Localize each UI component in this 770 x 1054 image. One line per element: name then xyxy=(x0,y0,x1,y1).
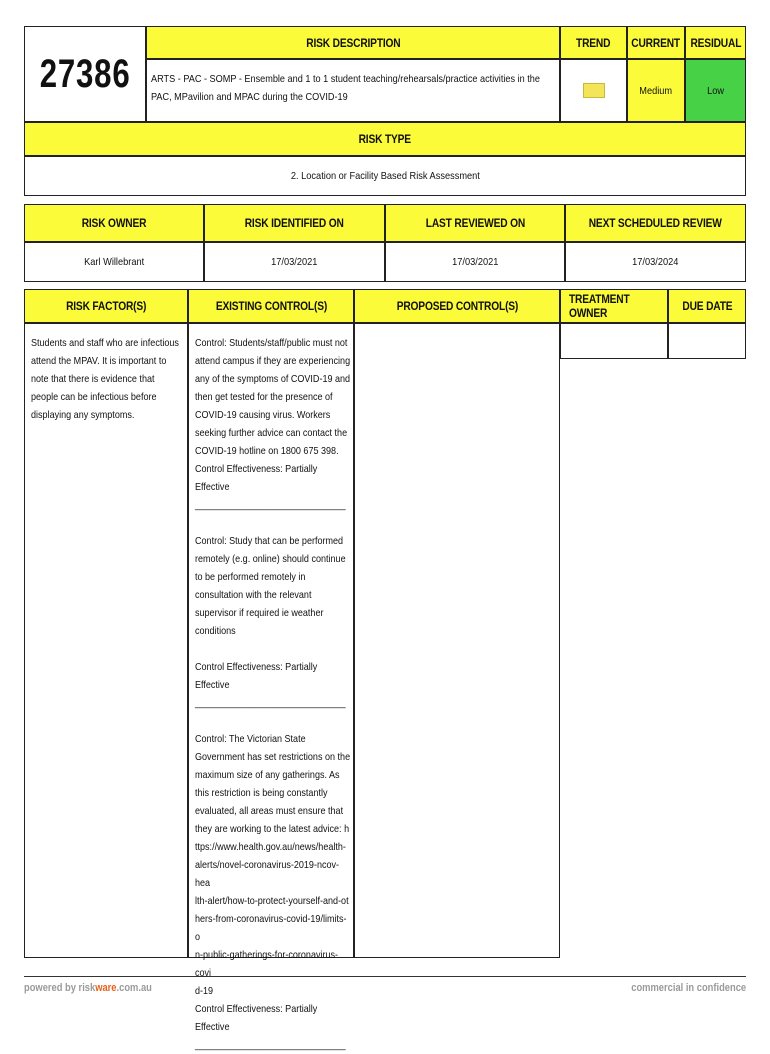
risk-factors-header-label: RISK FACTOR(S) xyxy=(65,299,147,313)
next-review-header xyxy=(565,204,746,242)
risk-description-header xyxy=(146,26,560,59)
control-item xyxy=(195,532,352,712)
residual-header-label: RESIDUAL xyxy=(690,35,741,50)
risk-identified-cell xyxy=(204,242,385,282)
risk-factor-text: Students and staff who are infectious attend the MPAV. It is important to note that there is evidence that people can be infectious before displaying any symptoms. xyxy=(31,337,179,421)
control-text: Control: Study that can be performed remotely (e.g. online) should continue to be performed remotely in consultation with the relevant supervisor if required ie weather conditions Control Effectiveness: Partially Effective xyxy=(195,535,346,691)
trend-cell xyxy=(560,59,627,122)
existing-controls-header xyxy=(188,289,354,323)
control-separator: ______________________________ xyxy=(195,499,346,511)
risk-identified-value: 17/03/2021 xyxy=(271,256,318,268)
trend-header xyxy=(560,26,627,59)
confidentiality-note xyxy=(631,982,746,994)
powered-by-suffix: .com.au xyxy=(116,982,152,994)
next-review-header-label: NEXT SCHEDULED REVIEW xyxy=(588,216,722,230)
risk-type-value: 2. Location or Facility Based Risk Assessment xyxy=(290,170,480,182)
due-date-cell xyxy=(668,323,746,359)
risk-description-header-label: RISK DESCRIPTION xyxy=(305,35,401,50)
risk-owner-header xyxy=(24,204,204,242)
trend-indicator-icon xyxy=(583,83,605,98)
risk-factor-cell xyxy=(24,323,188,958)
treatment-owner-header xyxy=(560,289,668,323)
current-rating: Medium xyxy=(639,84,673,97)
current-header xyxy=(627,26,685,59)
last-reviewed-header xyxy=(385,204,565,242)
powered-by xyxy=(24,982,152,994)
last-reviewed-value: 17/03/2021 xyxy=(451,256,499,268)
control-separator: ______________________________ xyxy=(195,697,346,709)
treatment-owner-header-label: TREATMENT OWNER xyxy=(568,292,630,320)
control-item xyxy=(195,334,352,514)
proposed-controls-header xyxy=(354,289,560,323)
due-date-header-label: DUE DATE xyxy=(681,299,733,313)
current-header-label: CURRENT xyxy=(631,35,681,50)
proposed-controls-cell xyxy=(354,323,560,958)
risk-identified-header xyxy=(204,204,385,242)
last-reviewed-header-label: LAST REVIEWED ON xyxy=(425,216,525,230)
risk-type-cell xyxy=(24,156,746,196)
control-text: Control: The Victorian State Government has set restrictions on the maximum size of any gatherings. As this restriction is being constantly evaluated, all areas must ensure that they are working to the latest advice: h ttps://www.health.gov.au/news/health- alerts/novel-coronavirus-2019-ncov-hea lth-alert/how-to-protect-yourself-and-ot hers-from-coronavirus-covid-19/limits-o n-public-gatherings-for-coronavirus-covi d-19 Control Effectiveness: Partially Effective xyxy=(195,733,351,1033)
next-review-value: 17/03/2024 xyxy=(632,256,679,268)
control-separator: ______________________________ xyxy=(195,1039,346,1051)
risk-type-header-label: RISK TYPE xyxy=(358,132,412,146)
risk-factors-header xyxy=(24,289,188,323)
powered-by-prefix: powered by risk xyxy=(24,982,96,994)
risk-owner-value: Karl Willebrant xyxy=(83,256,145,268)
risk-description-text: ARTS - PAC - SOMP - Ensemble and 1 to 1 student teaching/rehearsals/practice activities in the PAC, MPavilion and MPAC during the COVID-19 xyxy=(151,73,540,103)
next-review-cell xyxy=(565,242,746,282)
risk-owner-header-label: RISK OWNER xyxy=(81,216,147,230)
trend-header-label: TREND xyxy=(576,35,611,50)
proposed-controls-header-label: PROPOSED CONTROL(S) xyxy=(396,299,518,313)
powered-by-brand: ware xyxy=(95,982,117,994)
risk-identified-header-label: RISK IDENTIFIED ON xyxy=(245,216,344,230)
control-text: Control: Students/staff/public must not attend campus if they are experiencing any of the symptoms of COVID-19 and then get tested for the presence of COVID-19 causing virus. Workers seeking further advice can contact the COVID-19 hotline on 1800 675 398. Control Effectiveness: Partially Effective xyxy=(195,337,351,493)
due-date-header xyxy=(668,289,746,323)
risk-owner-cell xyxy=(24,242,204,282)
risk-id-box xyxy=(24,26,146,122)
control-item xyxy=(195,730,352,1054)
existing-controls-header-label: EXISTING CONTROL(S) xyxy=(215,299,327,313)
existing-controls-cell xyxy=(188,323,354,1051)
residual-header xyxy=(685,26,746,59)
residual-rating: Low xyxy=(707,84,724,97)
last-reviewed-cell xyxy=(385,242,565,282)
risk-type-header xyxy=(24,122,746,156)
treatment-owner-cell xyxy=(560,323,668,359)
risk-id: 27386 xyxy=(39,51,131,96)
risk-description-cell xyxy=(146,59,560,122)
residual-rating-cell xyxy=(685,59,746,122)
confidentiality-text: commercial in confidence xyxy=(631,982,746,994)
footer-divider xyxy=(24,976,746,977)
current-rating-cell xyxy=(627,59,685,122)
